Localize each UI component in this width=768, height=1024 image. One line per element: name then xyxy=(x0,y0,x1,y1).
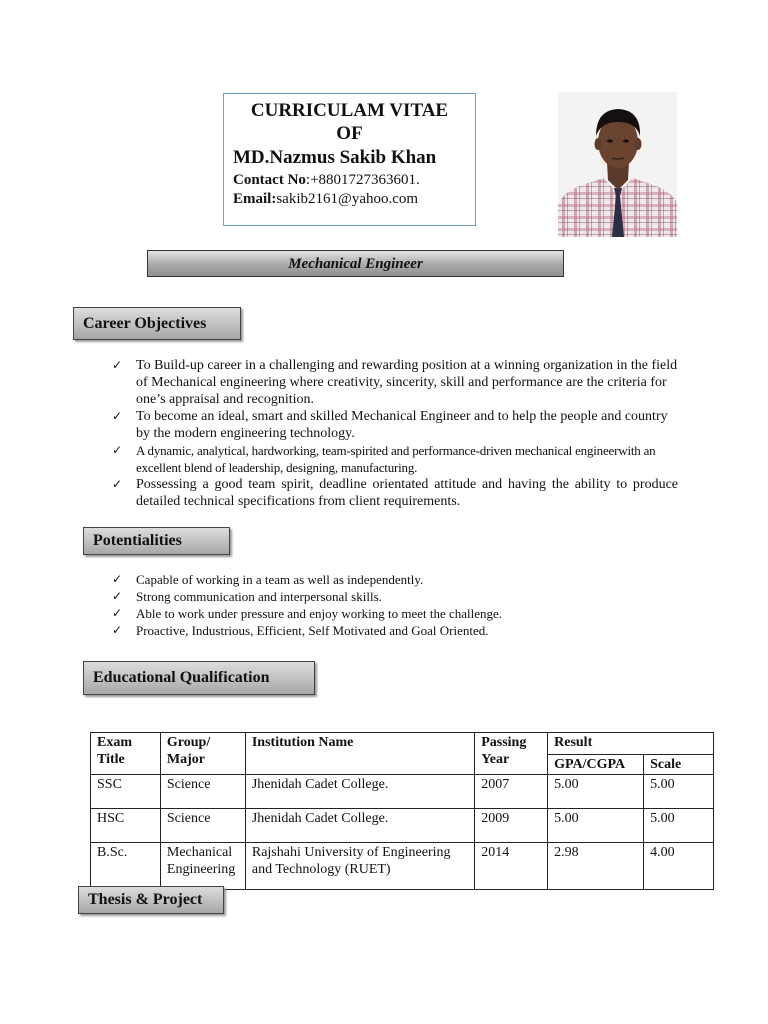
cell-gpa: 2.98 xyxy=(548,843,644,890)
section-potentialities: Potentialities xyxy=(83,527,230,555)
cell-year: 2014 xyxy=(475,843,548,890)
candidate-name: MD.Nazmus Sakib Khan xyxy=(233,147,437,168)
section-thesis-project: Thesis & Project xyxy=(78,886,224,914)
cell-scale: 5.00 xyxy=(644,809,714,843)
cell-gpa: 5.00 xyxy=(548,775,644,809)
contact-value: :+8801727363601. xyxy=(305,172,420,188)
cell-institution: Jhenidah Cadet College. xyxy=(245,775,474,809)
col-header-year: Passing Year xyxy=(475,733,548,775)
cell-scale: 4.00 xyxy=(644,843,714,890)
checkmark-icon: ✓ xyxy=(112,572,123,586)
career-objectives-list xyxy=(112,357,678,510)
checkmark-icon: ✓ xyxy=(112,443,122,457)
section-educational-qualification: Educational Qualification xyxy=(83,661,315,695)
cv-title: CURRICULAM VITAE xyxy=(250,100,449,121)
checkmark-icon: ✓ xyxy=(112,477,123,491)
job-title-banner: Mechanical Engineer xyxy=(147,250,564,277)
col-header-institution: Institution Name xyxy=(245,733,474,775)
list-item: ✓ Possessing a good team spirit, deadline orientated attitude and having the ability to produce detailed technical specifications from client requirements. xyxy=(112,477,678,509)
potentialities-list xyxy=(112,571,678,639)
list-item: ✓ Strong communication and interpersonal skills. xyxy=(112,589,382,604)
profile-photo-image xyxy=(558,92,677,237)
contact-line xyxy=(233,171,420,189)
cv-of: OF xyxy=(336,123,363,144)
checkmark-icon: ✓ xyxy=(112,606,123,620)
col-header-group: Group/ Major xyxy=(160,733,245,775)
list-item: ✓ To become an ideal, smart and skilled Mechanical Engineer and to help the people and country by the modern engineering technology. xyxy=(112,409,668,441)
checkmark-icon: ✓ xyxy=(112,409,123,423)
cell-exam: HSC xyxy=(91,809,161,843)
cell-year: 2009 xyxy=(475,809,548,843)
header-box xyxy=(223,93,476,226)
list-item: ✓ Proactive, Industrious, Efficient, Self Motivated and Goal Oriented. xyxy=(112,623,489,638)
cell-institution: Rajshahi University of Engineering and Technology (RUET) xyxy=(245,843,474,890)
cell-institution: Jhenidah Cadet College. xyxy=(245,809,474,843)
col-header-gpa: GPA/CGPA xyxy=(548,755,644,775)
email-line xyxy=(233,190,418,208)
cell-group: Mechanical Engineering xyxy=(160,843,245,890)
table-header-row xyxy=(91,733,714,755)
cell-group: Science xyxy=(160,775,245,809)
education-table xyxy=(90,732,714,890)
cell-group: Science xyxy=(160,809,245,843)
cell-scale: 5.00 xyxy=(644,775,714,809)
cell-exam: B.Sc. xyxy=(91,843,161,890)
col-header-result: Result xyxy=(548,733,714,755)
list-item: ✓ To Build-up career in a challenging and rewarding position at a winning organization in the field of Mechanical engineering where creativity, sincerity, skill and performance are the criteria for one’s appraisal and recognition. xyxy=(112,358,678,407)
checkmark-icon: ✓ xyxy=(112,589,123,603)
col-header-exam: Exam Title xyxy=(91,733,161,775)
table-row xyxy=(91,843,714,890)
profile-photo xyxy=(558,92,677,237)
checkmark-icon: ✓ xyxy=(112,623,123,637)
list-item: ✓ Able to work under pressure and enjoy working to meet the challenge. xyxy=(112,606,503,621)
col-header-scale: Scale xyxy=(644,755,714,775)
cell-year: 2007 xyxy=(475,775,548,809)
contact-label: Contact No xyxy=(233,172,306,188)
checkmark-icon: ✓ xyxy=(112,358,123,372)
list-item: ✓ Capable of working in a team as well as independently. xyxy=(112,572,424,587)
email-value: sakib2161@yahoo.com xyxy=(276,191,419,207)
cell-exam: SSC xyxy=(91,775,161,809)
list-item: ✓ A dynamic, analytical, hardworking, team-spirited and performance-driven mechanical engineerwith an excellent blend of leadership, designing, manufacturing. xyxy=(112,443,656,475)
section-career-objectives: Career Objectives xyxy=(73,307,241,340)
cell-gpa: 5.00 xyxy=(548,809,644,843)
email-label: Email: xyxy=(233,191,277,207)
table-row xyxy=(91,809,714,843)
table-row xyxy=(91,775,714,809)
